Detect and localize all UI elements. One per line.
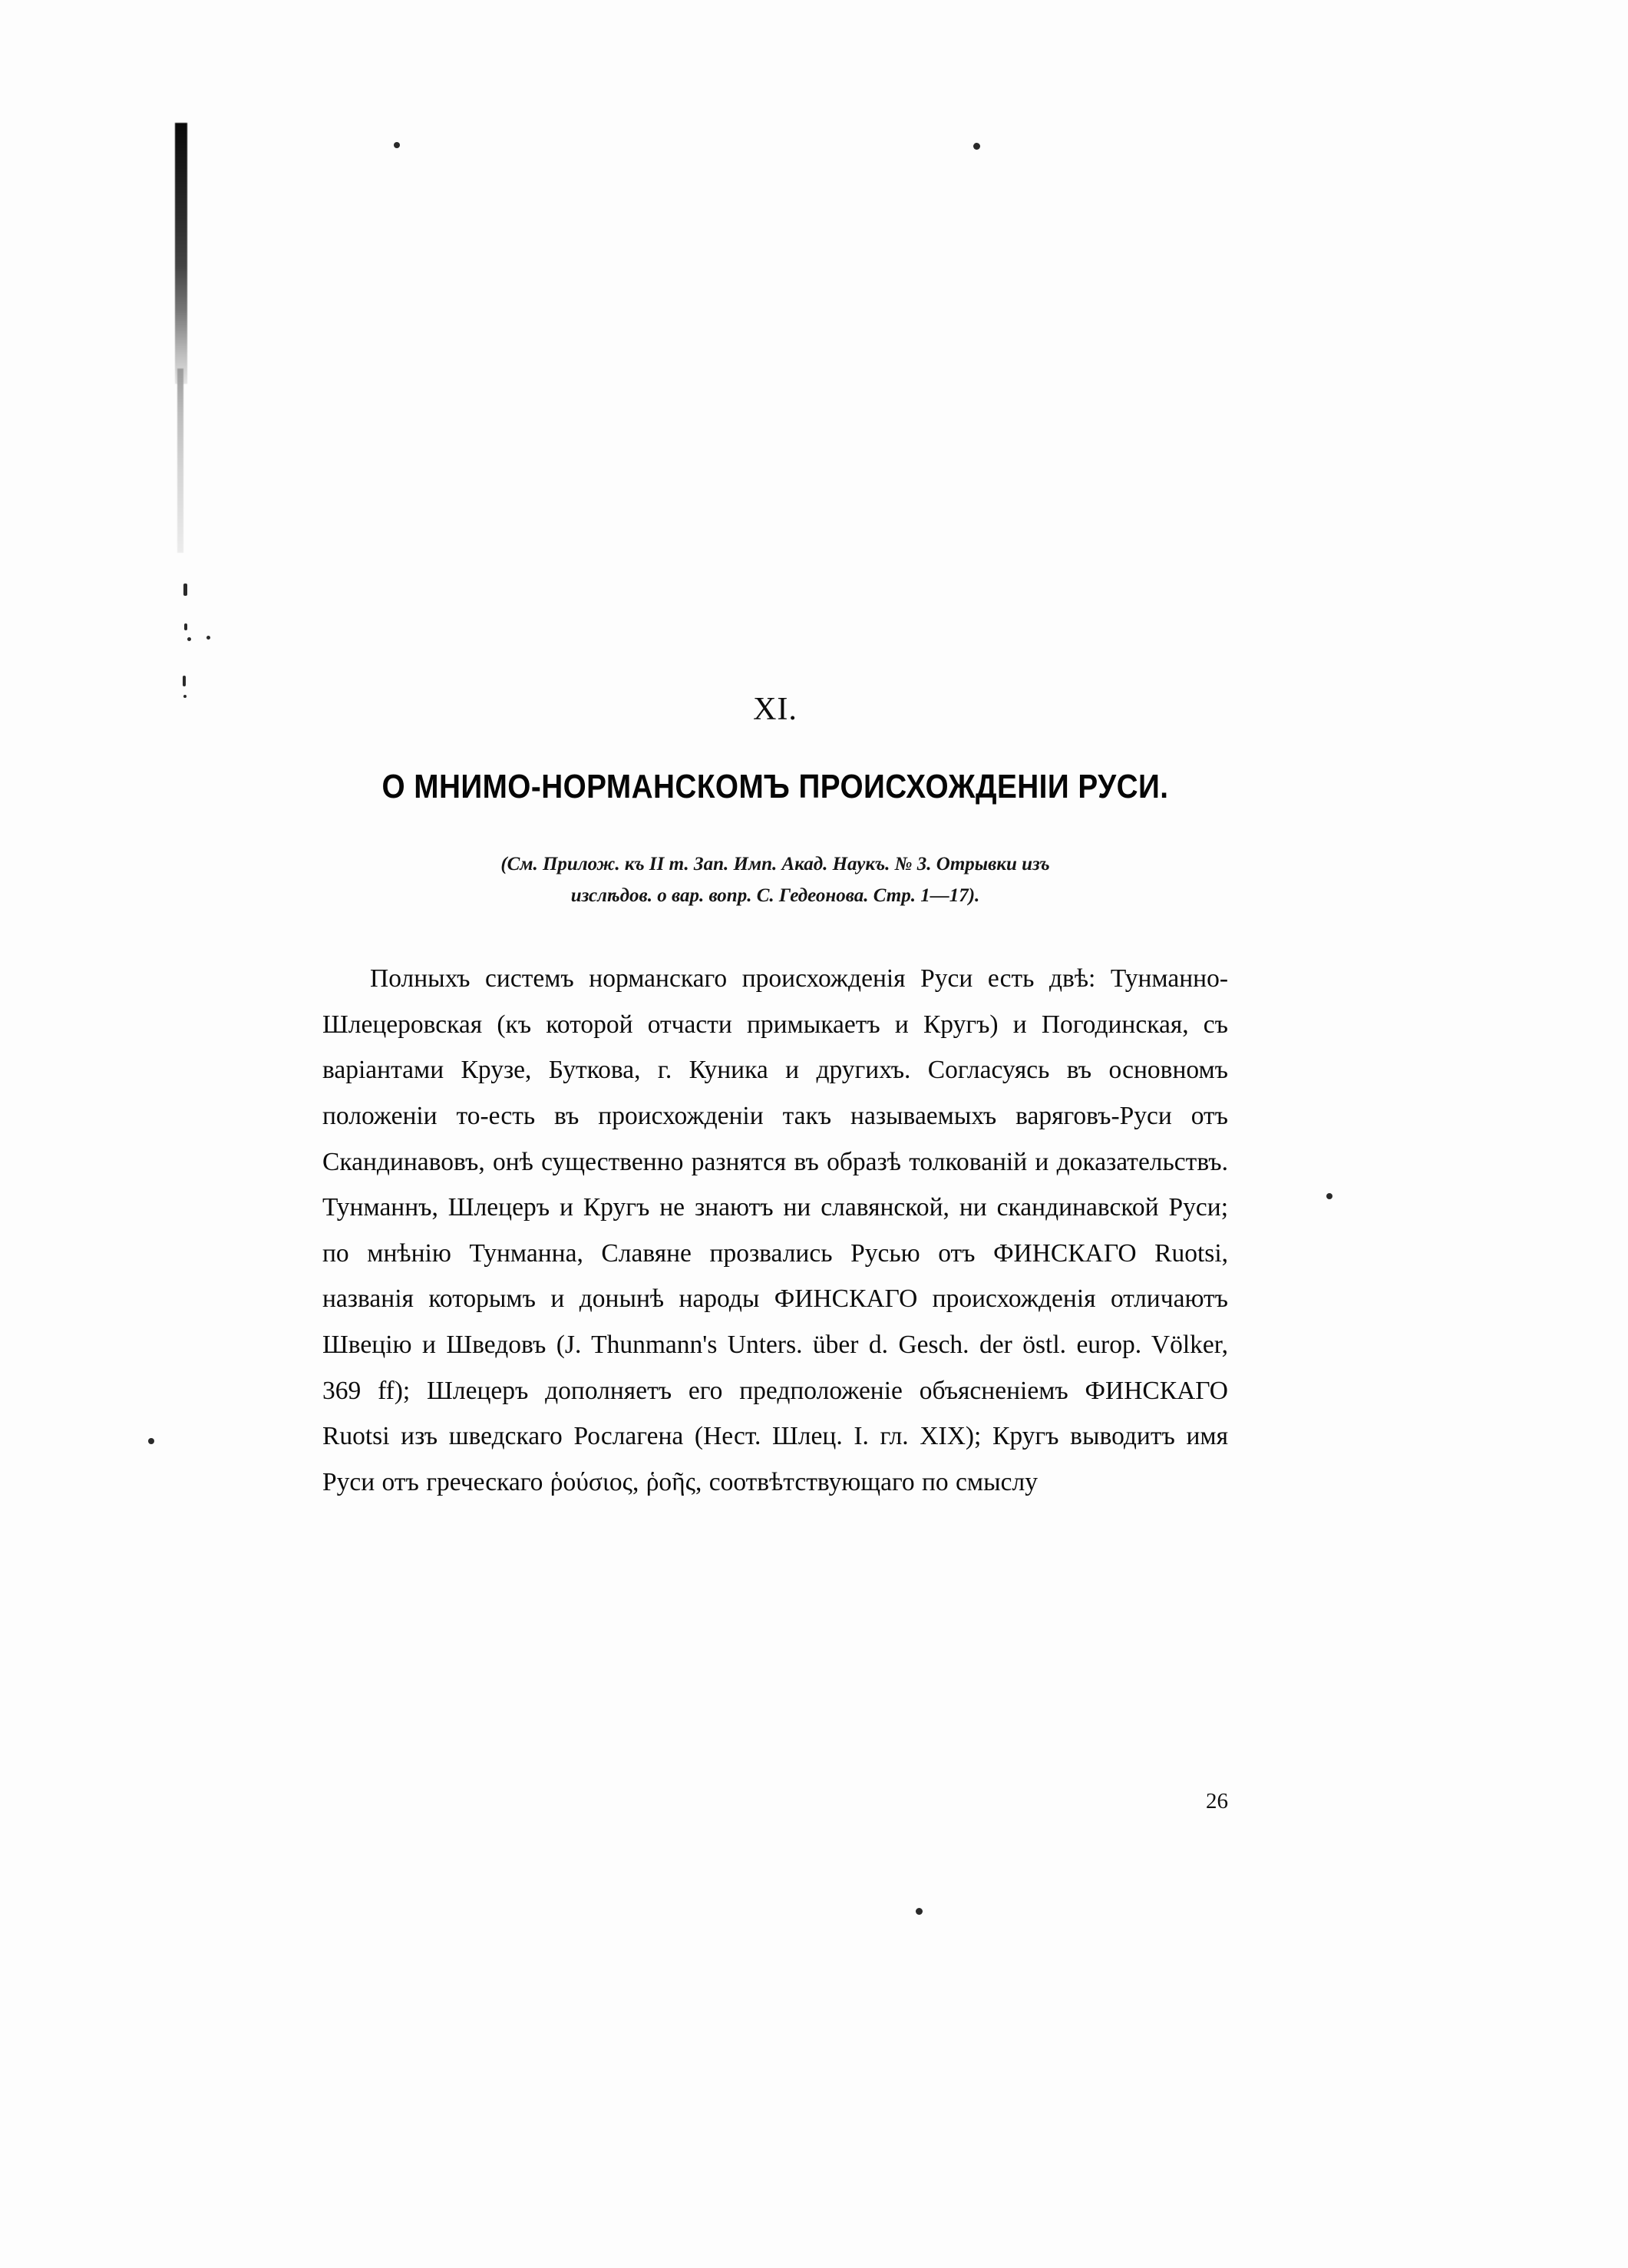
scan-speck (183, 584, 187, 596)
page-content (322, 691, 1228, 1813)
source-note-line-2: изслѣдов. о вар. вопр. С. Гедеонова. Стр. 1—17). (570, 884, 980, 906)
body-paragraph: Полныхъ системъ норманскаго происхожденія Руси есть двѣ: Тунманно-Шлецеровская (къ которой отчасти примыкаетъ и Кругъ) и Погодинская, съ варіантами Крузе, Буткова, г. Куника и другихъ. Согласуясь въ основномъ положеніи то-есть въ происхожденіи такъ называемыхъ варяговъ-Руси отъ Скандинавовъ, онѣ существенно разнятся въ образѣ толкованій и доказательствъ. Тунманнъ, Шлецеръ и Кругъ не знаютъ ни славянской, ни скандинавской Руси; по мнѣнію Тунманна, Славяне прозвались Русью отъ ФИНСКАГО Ruotsi, названія которымъ и донынѣ народы ФИНСКАГО происхожденія отличаютъ Швецію и Шведовъ (J. Thunmann's Unters. über d. Gesch. der östl. europ. Völker, 369 ff); Шлецеръ дополняетъ его предположеніе объясненіемъ ФИНСКАГО Ruotsi изъ шведскаго Рослагена (Нест. Шлец. I. гл. XIX); Кругъ выводитъ имя Руси отъ греческаго ῥούσιος, ῥοῆς, соотвѣтствующаго по смыслу (322, 964, 1228, 1496)
source-note-line-1: (См. Прилож. къ II т. Зап. Имп. Акад. Наукъ. № 3. Отрывки изъ (500, 854, 1050, 874)
scan-speck (187, 637, 191, 641)
page-number: 26 (1206, 1789, 1228, 1813)
scan-speck (973, 143, 980, 150)
scan-speck (184, 623, 187, 630)
chapter-number: XI. (753, 692, 797, 727)
scan-speck (394, 142, 400, 148)
scan-speck (1326, 1193, 1332, 1199)
page-title: О МНИМО-НОРМАНСКОМЪ ПРОИСХОЖДЕНІИ РУСИ. (381, 768, 1169, 805)
scan-speck (148, 1438, 154, 1444)
scan-speck (183, 695, 187, 698)
scan-speck (916, 1908, 923, 1915)
scan-speck (206, 636, 210, 640)
source-note (322, 849, 1228, 911)
binding-edge-artifact (175, 123, 187, 384)
scan-speck (183, 676, 186, 686)
binding-edge-artifact-lower (177, 369, 183, 553)
